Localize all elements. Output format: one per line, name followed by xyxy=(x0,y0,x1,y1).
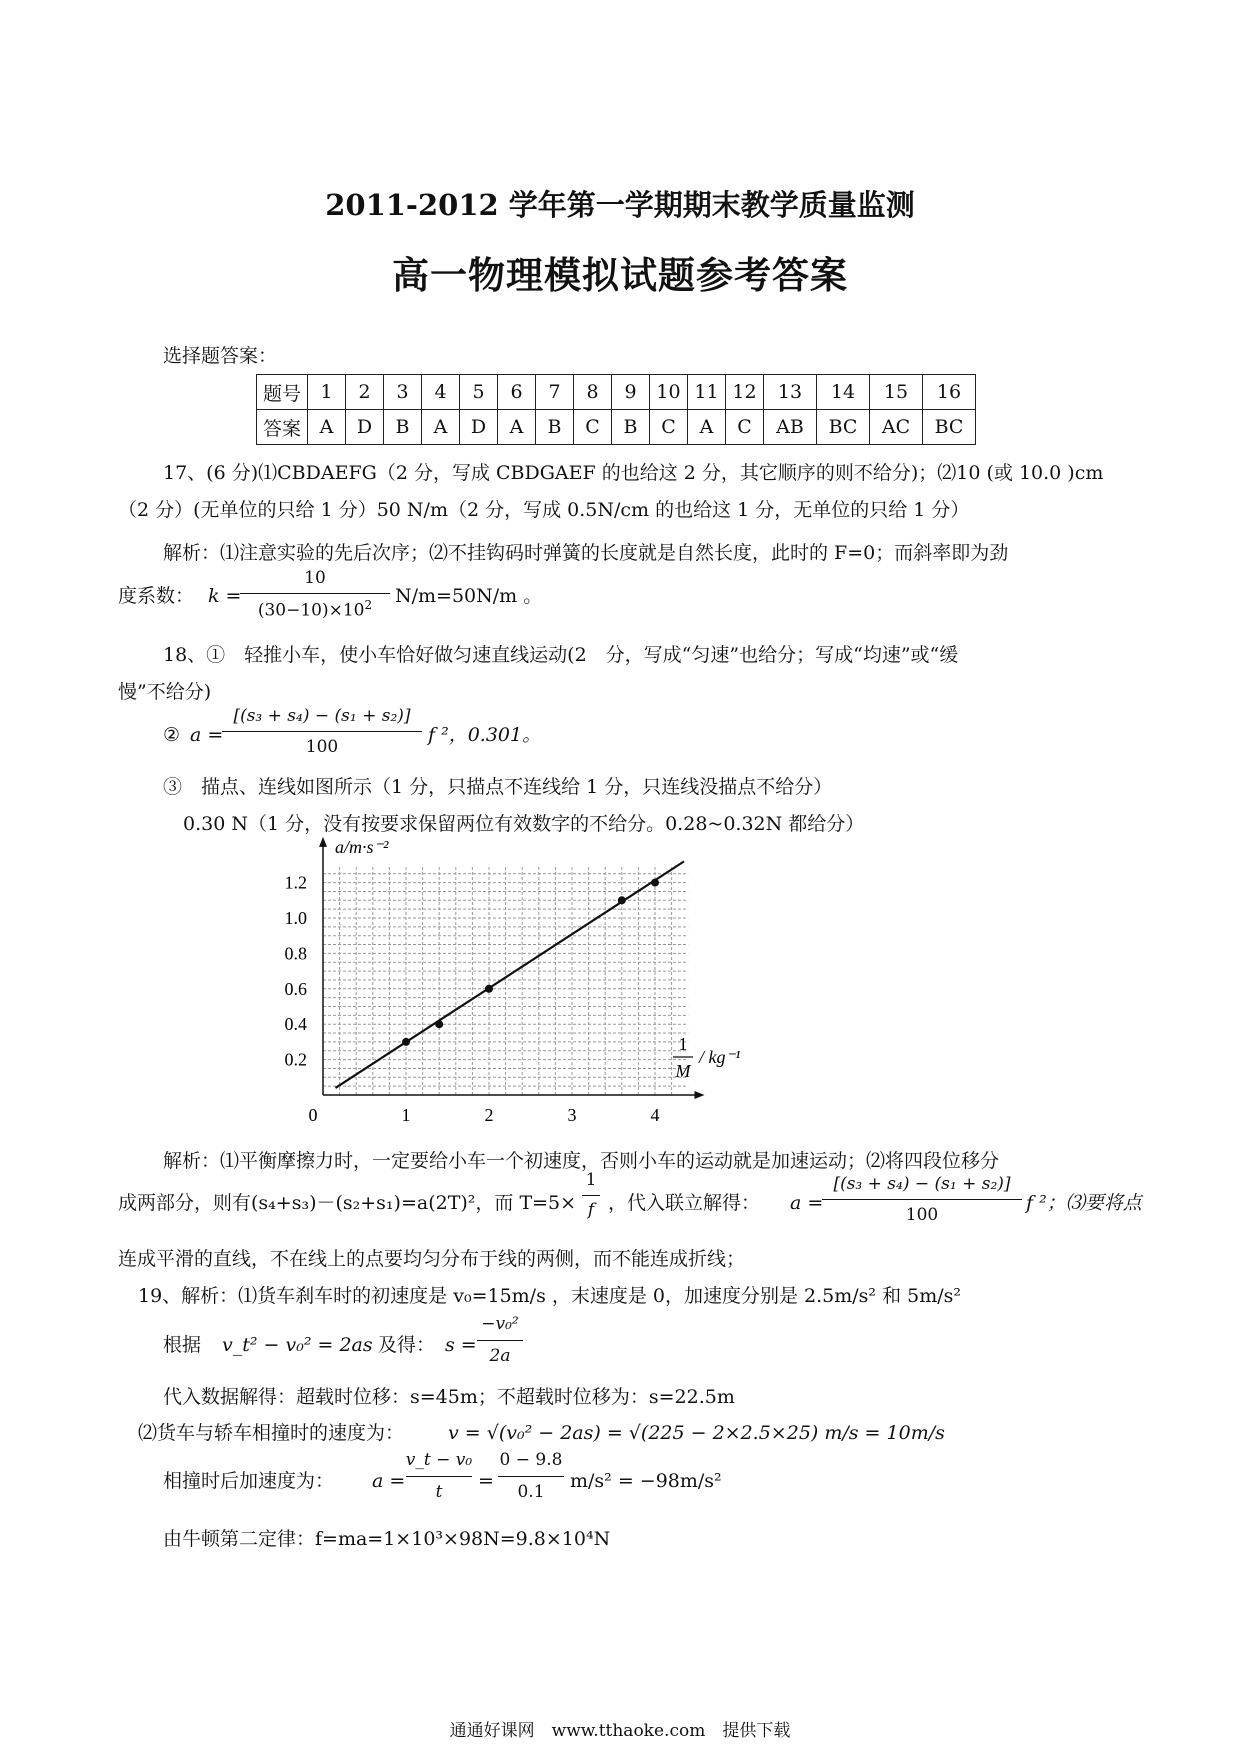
answer-cell: C xyxy=(574,410,612,445)
q18-a-suffix: f ²，0.301。 xyxy=(428,724,542,746)
x-axis-label-unit: / kg⁻¹ xyxy=(699,1047,741,1067)
x-axis-label-numerator: 1 xyxy=(678,1034,688,1054)
question-number-cell: 11 xyxy=(688,375,726,410)
q19-a-den2: 0.1 xyxy=(517,1482,545,1502)
q17-line1: 17、(6 分)⑴CBDAEFG（2 分，写成 CBDGAEF 的也给这 2 分，其它顺序的则不给分)；⑵10 (或 10.0 )cm xyxy=(163,462,1104,484)
data-point xyxy=(435,1020,443,1028)
x-tick-label: 2 xyxy=(484,1105,494,1125)
q19-line5-prefix: 相撞时后加速度为： xyxy=(163,1470,335,1492)
q17-k-suffix: N/m=50N/m 。 xyxy=(395,585,543,607)
q17-k-den-base: (30−10)×10 xyxy=(257,600,365,621)
q18-p4: 0.30 N（1 分，没有按要求保留两位有效数字的不给分。0.28~0.32N 都给分） xyxy=(183,813,865,835)
q18-analysis2-a-bar xyxy=(822,1199,1022,1200)
answer-cell: D xyxy=(346,410,384,445)
q19-a-den1: t xyxy=(435,1482,443,1502)
answer-cell: BC xyxy=(923,410,976,445)
page-footer: 通通好课网 www.tthaoke.com 提供下载 xyxy=(449,1721,791,1741)
q19-line4-eq: v = √(v₀² − 2as) = √(225 − 2×2.5×25) m/s = 10m/s xyxy=(448,1422,945,1444)
question-number-cell: 8 xyxy=(574,375,612,410)
y-tick-label: 1.0 xyxy=(284,908,307,928)
row-head-numbers: 题号 xyxy=(257,375,308,410)
q18-analysis1: 解析：⑴平衡摩擦力时，一定要给小车一个初速度，否则小车的运动就是加速运动；⑵将四段位移分 xyxy=(163,1150,1000,1172)
choice-label: 选择题答案： xyxy=(163,345,278,367)
q17-k-numerator: 10 xyxy=(304,568,326,588)
q18-analysis2-a-num: [(s₃ + s₄) − (s₁ + s₂)] xyxy=(833,1174,1011,1194)
answer-cell: B xyxy=(384,410,422,445)
y-axis-label: a/m·s⁻² xyxy=(335,836,389,857)
q17-k-den-exp: 2 xyxy=(364,598,373,612)
y-tick-label: 0.8 xyxy=(284,943,307,964)
q19-line5-suffix: m/s² = −98m/s² xyxy=(570,1470,722,1492)
q17-k-denominator xyxy=(240,598,390,621)
question-number-cell: 6 xyxy=(498,375,536,410)
q19-a-bar1 xyxy=(406,1476,472,1477)
q18-analysis2-suffix: f ²；⑶要将点 xyxy=(1026,1192,1142,1214)
answer-table xyxy=(256,374,976,445)
q19-line6: 由牛顿第二定律：f=ma=1×10³×98N=9.8×10⁴N xyxy=(163,1528,611,1550)
q18-analysis2-a-den: 100 xyxy=(905,1205,939,1225)
answer-cell: BC xyxy=(817,410,870,445)
q18-analysis2-a-eq: a = xyxy=(790,1192,824,1214)
q18-analysis3: 连成平滑的直线，不在线上的点要均匀分布于线的两侧，而不能连成折线； xyxy=(118,1248,746,1270)
q19-line3: 代入数据解得：超载时位移：s=45m；不超载时位移为：s=22.5m xyxy=(163,1386,735,1408)
x-tick-label: 4 xyxy=(650,1105,660,1125)
q19-line4-prefix: ⑵货车与轿车相撞时的速度为： xyxy=(138,1422,405,1444)
q19-a-bar2 xyxy=(498,1476,564,1477)
q19-line2-prefix: 根据 xyxy=(163,1334,202,1356)
question-number-cell: 3 xyxy=(384,375,422,410)
q18-line1: 18、① 轻推小车，使小车恰好做匀速直线运动(2 分，写成“匀速”也给分；写成“均速”或“缓 xyxy=(163,644,959,666)
x-axis-arrow xyxy=(695,1091,705,1099)
data-point xyxy=(651,879,659,887)
data-point xyxy=(618,896,626,904)
page-title: 2011-2012 学年第一学期期末教学质量监测 xyxy=(325,188,915,222)
q18-a-fraction-bar xyxy=(222,731,422,732)
question-number-cell: 2 xyxy=(346,375,384,410)
answer-cell: A xyxy=(308,410,346,445)
answer-cell: D xyxy=(460,410,498,445)
page-subtitle: 高一物理模拟试题参考答案 xyxy=(392,253,848,297)
question-number-cell: 12 xyxy=(726,375,764,410)
q19-line5-a: a = xyxy=(372,1470,406,1492)
answer-cell: A xyxy=(688,410,726,445)
q19-s-num: −v₀² xyxy=(481,1314,519,1334)
y-axis-arrow xyxy=(319,837,327,847)
row-head-answers: 答案 xyxy=(257,410,308,445)
origin-label: 0 xyxy=(308,1105,318,1125)
answer-cell: A xyxy=(498,410,536,445)
q19-line1: 19、解析：⑴货车刹车时的初速度是 v₀=15m/s ，末速度是 0，加速度分别是 2.5m/s² 和 5m/s² xyxy=(138,1285,961,1307)
fit-line xyxy=(335,861,684,1088)
x-tick-label: 3 xyxy=(567,1105,577,1125)
q17-analysis2-prefix: 度系数： xyxy=(118,585,195,607)
question-number-cell: 16 xyxy=(923,375,976,410)
q18-a-eq: a = xyxy=(190,724,224,746)
data-point xyxy=(402,1038,410,1046)
question-number-cell: 13 xyxy=(764,375,817,410)
q19-a-num2: 0 − 9.8 xyxy=(499,1450,563,1470)
q18-T-frac-bar xyxy=(582,1195,600,1196)
q17-analysis1: 解析：⑴注意实验的先后次序；⑵不挂钩码时弹簧的长度就是自然长度，此时的 F=0；而斜率即为劲 xyxy=(163,542,1009,564)
answer-cell: B xyxy=(536,410,574,445)
answer-cell: B xyxy=(612,410,650,445)
data-point xyxy=(485,985,493,993)
q19-line2-mid: 及得： xyxy=(378,1334,436,1356)
q18-T-frac-den: f xyxy=(587,1200,595,1220)
answer-cell: AB xyxy=(764,410,817,445)
question-number-cell: 1 xyxy=(308,375,346,410)
question-number-cell: 4 xyxy=(422,375,460,410)
q17-line2: （2 分）(无单位的只给 1 分）50 N/m（2 分，写成 0.5N/cm 的也给这 1 分，无单位的只给 1 分） xyxy=(118,499,970,521)
answer-cell: AC xyxy=(870,410,923,445)
q19-a-num1: v_t − v₀ xyxy=(405,1450,473,1470)
q19-s-bar xyxy=(477,1340,523,1341)
q17-k-fraction-bar xyxy=(240,593,390,594)
y-tick-label: 1.2 xyxy=(284,872,307,893)
question-number-cell: 5 xyxy=(460,375,498,410)
answer-cell: C xyxy=(650,410,688,445)
q19-line2-eq: v_t² − v₀² = 2as xyxy=(222,1334,373,1356)
q19-line5-eq2: = xyxy=(478,1470,494,1492)
q18-analysis2-mid: ，代入联立解得： xyxy=(608,1192,761,1214)
q18-T-frac-num: 1 xyxy=(585,1170,597,1190)
answer-cell: C xyxy=(726,410,764,445)
y-tick-label: 0.2 xyxy=(284,1049,307,1070)
q18-line2: 慢”不给分) xyxy=(118,681,212,703)
y-tick-label: 0.6 xyxy=(284,978,307,999)
answer-table-row-answers xyxy=(257,410,976,445)
question-number-cell: 10 xyxy=(650,375,688,410)
question-number-cell: 7 xyxy=(536,375,574,410)
q18-a-numerator: [(s₃ + s₄) − (s₁ + s₂)] xyxy=(233,706,411,726)
answer-cell: A xyxy=(422,410,460,445)
q18-analysis2-prefix: 成两部分，则有(s₄+s₃)－(s₂+s₁)=a(2T)²，而 T=5× xyxy=(118,1192,577,1214)
acceleration-vs-inverse-mass-chart xyxy=(270,836,750,1130)
y-tick-label: 0.4 xyxy=(284,1014,307,1035)
x-tick-label: 1 xyxy=(401,1105,411,1125)
q19-s-den: 2a xyxy=(489,1346,511,1366)
answer-table-row-numbers xyxy=(257,375,976,410)
question-number-cell: 14 xyxy=(817,375,870,410)
question-number-cell: 9 xyxy=(612,375,650,410)
q18-p3: ③ 描点、连线如图所示（1 分，只描点不连线给 1 分，只连线没描点不给分） xyxy=(163,776,833,798)
q19-line2-s: s = xyxy=(445,1334,477,1356)
q17-k-eq: k = xyxy=(208,585,242,607)
q18-a-denominator: 100 xyxy=(305,737,339,757)
question-number-cell: 15 xyxy=(870,375,923,410)
x-axis-label-denominator: M xyxy=(675,1061,691,1081)
q18-p2-prefix: ② xyxy=(163,724,181,746)
